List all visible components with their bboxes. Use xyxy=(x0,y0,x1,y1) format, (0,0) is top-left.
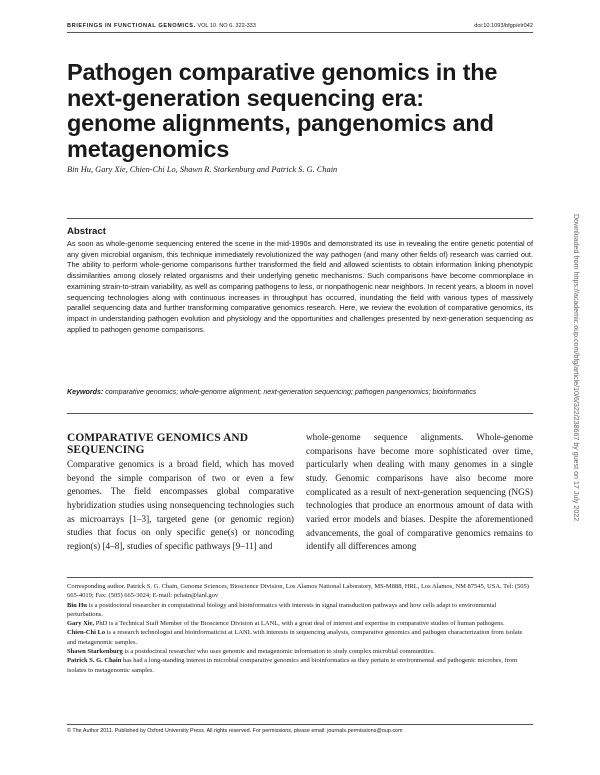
abstract-bottom-rule xyxy=(67,413,533,414)
bio-text: is a postdoctoral researcher in computational biology and bioinformatics with interests in signal transduction pathways and how cells adapt to environmental perturbations. xyxy=(67,601,497,618)
abstract-text: As soon as whole-genome sequencing entered the scene in the mid-1990s and demonstrated its use in revealing the entire genetic potential of any given microbial organism, this technique immediately revolutionized the way pathogen (and many other fields of) research was carried out. The ability to perform whole-genome comparisons further transformed the field and allowed scientists to obtain information linking phenotypic dissimilarities among closely related organisms and their underlying genetic mechanisms. Such comparisons have become commonplace in examining strain-to-strain variability, as well as comparing pathogens to less, or nonpathogenic near neighbors. In recent years, a bloom in novel sequencing technologies along with continuous increases in throughput has occurred, inundating the field with various types of massively parallel sequencing data and further transforming comparative genomics research. Here, we review the evolution of comparative genomics, its impact in understanding pathogen evolution and physiology and the opportunities and challenges presented by next-generation sequencing as applied to pathogen genome comparisons. xyxy=(67,239,533,334)
bio-text: has had a long-standing interest in microbial comparative genomics and bioinformatics as they pertain to environmental and pathogenic microbes, from isolates to metagenomic samples. xyxy=(67,657,518,674)
correspondence-note: Corresponding author. Patrick S. G. Chain, Genome Sciences, Bioscience Division, Los Alamos National Laboratory, MS-M888, HRL, Los Alamos, NM 87545, USA. Tel: (505) 665-4019; Fax: (505) 665-3024; E-mail: pchain@lanl.gov xyxy=(67,583,529,600)
copyright-rule xyxy=(67,724,533,725)
copyright-notice: © The Author 2011. Published by Oxford University Press. All rights reserved. For permissions, please email: journals.permissions@oup.com xyxy=(67,728,403,734)
bio-name: Gary Xie, xyxy=(67,620,95,628)
bio-name: Chien-Chi Lo xyxy=(67,629,106,637)
doi: doi:10.1093/bfgp/elr042 xyxy=(474,23,533,29)
bio-name: Shawn Starkenburg xyxy=(67,648,123,656)
header-rule xyxy=(67,32,533,33)
bio-note xyxy=(67,601,533,620)
keywords-label: Keywords: xyxy=(67,388,104,396)
paper-title: Pathogen comparative genomics in the next-generation sequencing era: genome alignments, pangenomics and metagenomics xyxy=(67,59,498,162)
keywords-list: comparative genomics; whole-genome alignment; next-generation sequencing; pathogen pangenomics; bioinformatics xyxy=(105,388,477,396)
section-heading: COMPARATIVE GENOMICS AND SEQUENCING xyxy=(67,432,249,456)
body-right-column: whole-genome sequence alignments. Whole-genome comparisons have become more sophisticated over time, particularly when dealing with many genomes in a single study. Genomic comparisons have also become more complicated as a result of next-generation sequencing (NGS) technologies that produce an enormous amount of data with varied error models and biases. Despite the aforementioned advancements, the goal of comparative genomics remains to identify all differences among xyxy=(306,432,533,552)
bio-note xyxy=(67,647,533,656)
journal-name: BRIEFINGS IN FUNCTIONAL GENOMICS. xyxy=(67,23,196,29)
keywords xyxy=(67,387,533,398)
bio-text: is a research technologist and bioinformaticist at LANL with interests in sequencing analysis, comparative genomics and pathogen characterization from isolate and metagenomic samples. xyxy=(67,629,523,646)
bio-name: Bin Hu xyxy=(67,601,88,609)
citation: VOL 10. NO 6. 322-333 xyxy=(197,23,256,29)
body-left-column: Comparative genomics is a broad field, which has moved beyond the simple comparison of two or even a few genomes. The field encompasses global comparative hybridization studies using nonsequencing technologies such as microarrays [1–3], targeted gene (or genomic region) studies that focus on only specific gene(s) or noncoding region(s) [4–8], studies of specific pathways [9–11] and xyxy=(67,459,294,551)
abstract-heading: Abstract xyxy=(67,226,106,237)
footnotes xyxy=(67,582,533,675)
download-watermark: Downloaded from https://academic.oup.com/bfg/article/10/6/322/238667 by guest on 17 July 2022 xyxy=(572,214,580,522)
bio-note xyxy=(67,628,533,647)
abstract-top-rule xyxy=(67,218,533,219)
bio-text: PhD is a Technical Staff Member of the Bioscience Division at LANL, with a great deal of interest and expertise in comparative studies of human pathogens. xyxy=(95,620,505,628)
bio-note xyxy=(67,619,533,628)
bio-note xyxy=(67,656,533,675)
author-list: Bin Hu, Gary Xie, Chien-Chi Lo, Shawn R. Starkenburg and Patrick S. G. Chain xyxy=(67,165,338,174)
footnote-rule xyxy=(67,577,533,578)
running-head xyxy=(67,23,533,30)
bio-text: is a postdoctoral researcher who uses genomic and metagenomic information to study complex microbial communities. xyxy=(124,648,435,656)
bio-name: Patrick S. G. Chain xyxy=(67,657,122,665)
